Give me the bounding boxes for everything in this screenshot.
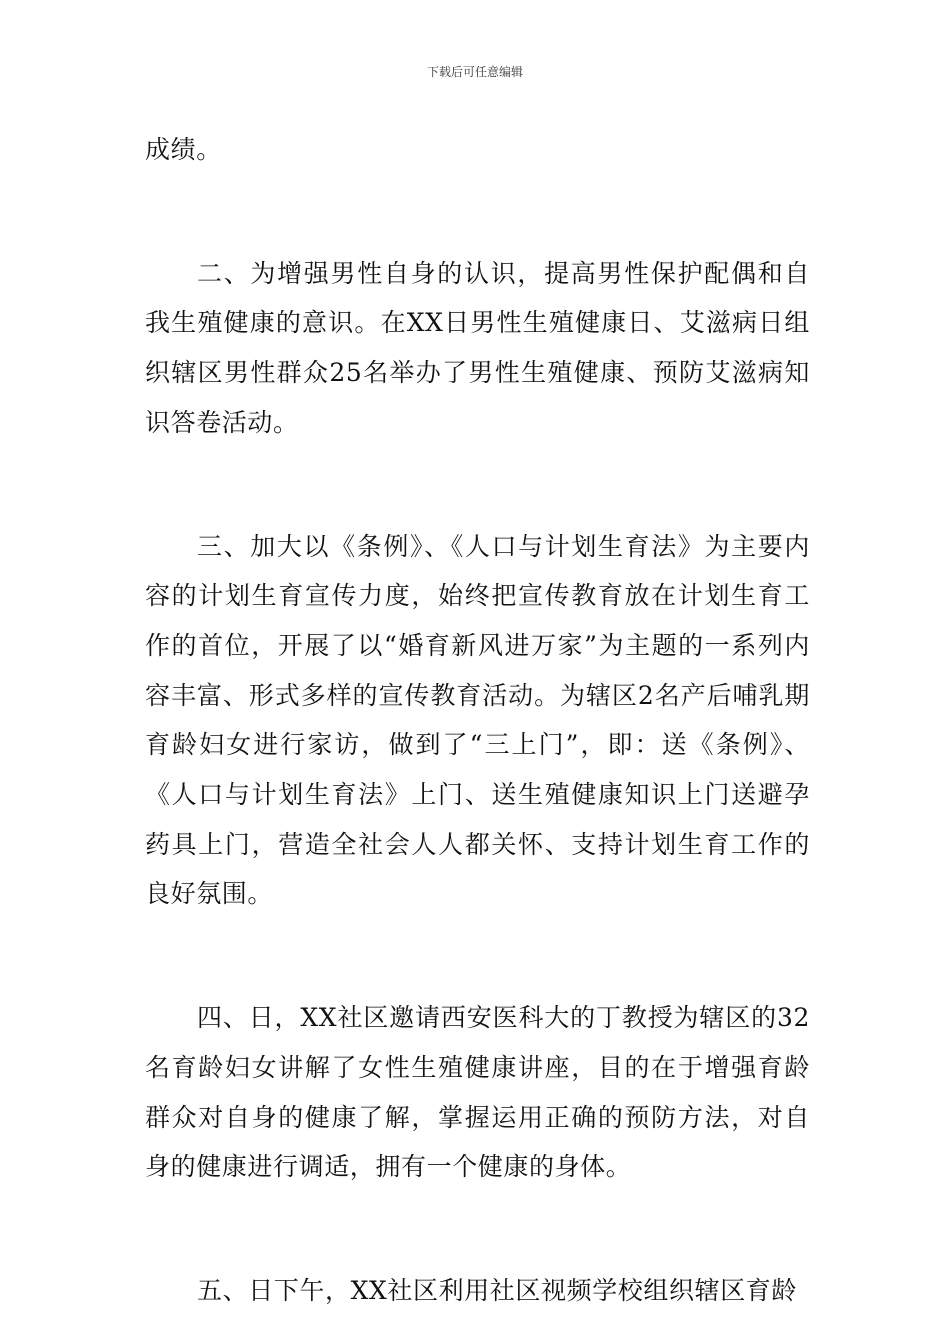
- paragraph-gap: [145, 175, 810, 249]
- paragraph-2: 二、为增强男性自身的认识，提高男性保护配偶和自我生殖健康的意识。在XX日男性生殖健康日、艾滋病日组织辖区男性群众25名举办了男性生殖健康、预防艾滋病知识答卷活动。: [145, 258, 810, 437]
- paragraph-gap: [145, 448, 810, 522]
- paragraph-continuation: 成绩。: [145, 135, 222, 164]
- paragraph-4: 四、日，XX社区邀请西安医科大的丁教授为辖区的32名育龄妇女讲解了女性生殖健康讲座，目的在于增强育龄群众对自身的健康了解，掌握运用正确的预防方法，对自身的健康进行调适，拥有一个健康的身体。: [145, 1003, 810, 1182]
- paragraph-gap: [145, 1192, 810, 1266]
- paragraph-gap: [145, 919, 810, 993]
- paragraph-3: 三、加大以《条例》、《人口与计划生育法》为主要内容的计划生育宣传力度，始终把宣传教育放在计划生育工作的首位，开展了以“婚育新风进万家”为主题的一系列内容丰富、形式多样的宣传教育活动。为辖区2名产后哺乳期育龄妇女进行家访，做到了“三上门”，即：送《条例》、《人口与计划生育法》上门、送生殖健康知识上门送避孕药具上门，营造全社会人人都关怀、支持计划生育工作的良好氛围。: [145, 531, 810, 909]
- paragraph-5: 五、日下午，XX社区利用社区视频学校组织辖区育龄: [197, 1275, 797, 1305]
- page-header: 下载后可任意编辑: [426, 65, 523, 79]
- document-body: [145, 125, 810, 1316]
